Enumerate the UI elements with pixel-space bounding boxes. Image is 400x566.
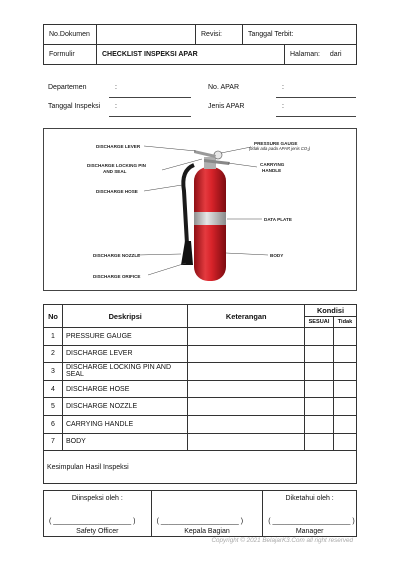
hose-shape	[183, 165, 194, 244]
no-apar-label: No. APAR	[208, 84, 239, 91]
extinguisher-diagram	[43, 128, 357, 291]
lever-shape	[194, 150, 216, 158]
departemen-label: Departemen	[48, 84, 87, 91]
row-keterangan-cell[interactable]	[188, 345, 305, 363]
tanggal-inspeksi-label: Tanggal Inspeksi	[48, 103, 101, 110]
row-description: CARRYING HANDLE	[62, 415, 187, 433]
row-number: 5	[44, 398, 63, 416]
row-tidak-cell[interactable]	[333, 433, 356, 451]
row-sesuai-cell[interactable]	[305, 345, 334, 363]
table-row	[44, 380, 357, 398]
row-description: PRESSURE GAUGE	[62, 328, 187, 346]
table-row	[44, 328, 357, 346]
label-body: BODY	[270, 253, 284, 258]
inspection-checklist-table	[43, 304, 357, 484]
kepala-bagian-label: Kepala Bagian	[184, 528, 230, 535]
diinspeksi-label: Diinspeksi oleh :	[71, 495, 123, 502]
revisi-label: Revisi:	[196, 25, 243, 45]
diketahui-label: Diketahui oleh :	[285, 495, 334, 502]
departemen-colon: :	[115, 84, 117, 91]
row-description: DISCHARGE LOCKING PIN AND SEAL	[62, 363, 187, 381]
row-keterangan-cell[interactable]	[188, 433, 305, 451]
label-discharge-hose: DISCHARGE HOSE	[96, 189, 138, 194]
signature-manager[interactable]	[263, 491, 357, 537]
row-sesuai-cell[interactable]	[305, 415, 334, 433]
label-discharge-orifice: DISCHARGE ORIFICE	[93, 274, 141, 279]
row-tidak-cell[interactable]	[333, 345, 356, 363]
no-apar-colon: :	[282, 84, 284, 91]
col-deskripsi-header: Deskripsi	[62, 305, 187, 328]
label-data-plate: DATA PLATE	[264, 217, 292, 222]
data-plate-band	[194, 212, 226, 225]
table-row	[44, 398, 357, 416]
tanggal-terbit-label: Tanggal Terbit:	[243, 25, 357, 45]
row-tidak-cell[interactable]	[333, 380, 356, 398]
row-tidak-cell[interactable]	[333, 398, 356, 416]
col-keterangan-header: Keterangan	[188, 305, 305, 328]
row-number: 6	[44, 415, 63, 433]
extinguisher-illustration	[44, 129, 358, 292]
no-dokumen-value[interactable]	[97, 25, 196, 45]
row-tidak-cell[interactable]	[333, 363, 356, 381]
label-pressure-gauge: PRESSURE GAUGE	[254, 141, 298, 146]
tanggal-inspeksi-field[interactable]	[109, 116, 191, 117]
departemen-field[interactable]	[109, 97, 191, 98]
label-locking-pin-1: DISCHARGE LOCKING PIN	[87, 163, 146, 168]
safety-officer-label: Safety Officer	[76, 528, 119, 535]
row-keterangan-cell[interactable]	[188, 415, 305, 433]
no-apar-field[interactable]	[276, 97, 356, 98]
tanggal-inspeksi-colon: :	[115, 103, 117, 110]
row-description: DISCHARGE NOZZLE	[62, 398, 187, 416]
jenis-apar-label: Jenis APAR	[208, 103, 245, 110]
table-row	[44, 345, 357, 363]
signature-line: ( ____________________ )	[268, 518, 355, 525]
row-number: 7	[44, 433, 63, 451]
row-keterangan-cell[interactable]	[188, 398, 305, 416]
row-number: 2	[44, 345, 63, 363]
table-row	[44, 415, 357, 433]
signature-line: ( ____________________ )	[156, 518, 244, 525]
nozzle-shape	[181, 241, 193, 265]
label-pressure-gauge-note: (tidak ada pada APAR jenis CO₂)	[249, 146, 311, 151]
kesimpulan-label: Kesimpulan Hasil Inspeksi	[47, 463, 129, 471]
row-description: DISCHARGE LEVER	[62, 345, 187, 363]
no-dokumen-label: No.Dokumen	[44, 25, 97, 45]
row-number: 4	[44, 380, 63, 398]
jenis-apar-colon: :	[282, 103, 284, 110]
row-description: BODY	[62, 433, 187, 451]
label-carrying-handle-1: CARRYING	[260, 162, 285, 167]
copyright-notice: Copyright © 2021 BelajarK3.Com all right reserved	[211, 537, 353, 544]
signature-kepala-bagian[interactable]	[151, 491, 263, 537]
signature-safety-officer[interactable]	[44, 491, 152, 537]
col-no-header: No	[44, 305, 63, 328]
row-description: DISCHARGE HOSE	[62, 380, 187, 398]
halaman-cell	[285, 45, 357, 65]
row-sesuai-cell[interactable]	[305, 363, 334, 381]
row-sesuai-cell[interactable]	[305, 433, 334, 451]
col-tidak-header: Tidak	[333, 317, 356, 328]
document-header-table	[43, 24, 357, 65]
row-tidak-cell[interactable]	[333, 415, 356, 433]
row-sesuai-cell[interactable]	[305, 380, 334, 398]
row-keterangan-cell[interactable]	[188, 363, 305, 381]
dari-label: dari	[329, 51, 342, 58]
label-carrying-handle-2: HANDLE	[262, 168, 282, 173]
row-sesuai-cell[interactable]	[305, 328, 334, 346]
signature-line: ( ____________________ )	[49, 518, 136, 525]
row-sesuai-cell[interactable]	[305, 398, 334, 416]
label-discharge-lever: DISCHARGE LEVER	[96, 144, 141, 149]
form-title: CHECKLIST INSPEKSI APAR	[97, 45, 285, 65]
col-kondisi-header: Kondisi	[305, 305, 357, 317]
row-number: 3	[44, 363, 63, 381]
row-keterangan-cell[interactable]	[188, 380, 305, 398]
jenis-apar-field[interactable]	[276, 116, 356, 117]
row-keterangan-cell[interactable]	[188, 328, 305, 346]
col-sesuai-header: SESUAI	[305, 317, 334, 328]
label-locking-pin-2: AND SEAL	[103, 169, 127, 174]
row-number: 1	[44, 328, 63, 346]
table-row	[44, 363, 357, 381]
table-row	[44, 433, 357, 451]
signature-table	[43, 490, 357, 537]
manager-label: Manager	[295, 528, 324, 535]
formulir-label: Formulir	[44, 45, 97, 65]
label-discharge-nozzle: DISCHARGE NOZZLE	[93, 253, 141, 258]
row-tidak-cell[interactable]	[333, 328, 356, 346]
halaman-label: Halaman:	[290, 51, 320, 58]
kesimpulan-field[interactable]	[44, 451, 357, 484]
